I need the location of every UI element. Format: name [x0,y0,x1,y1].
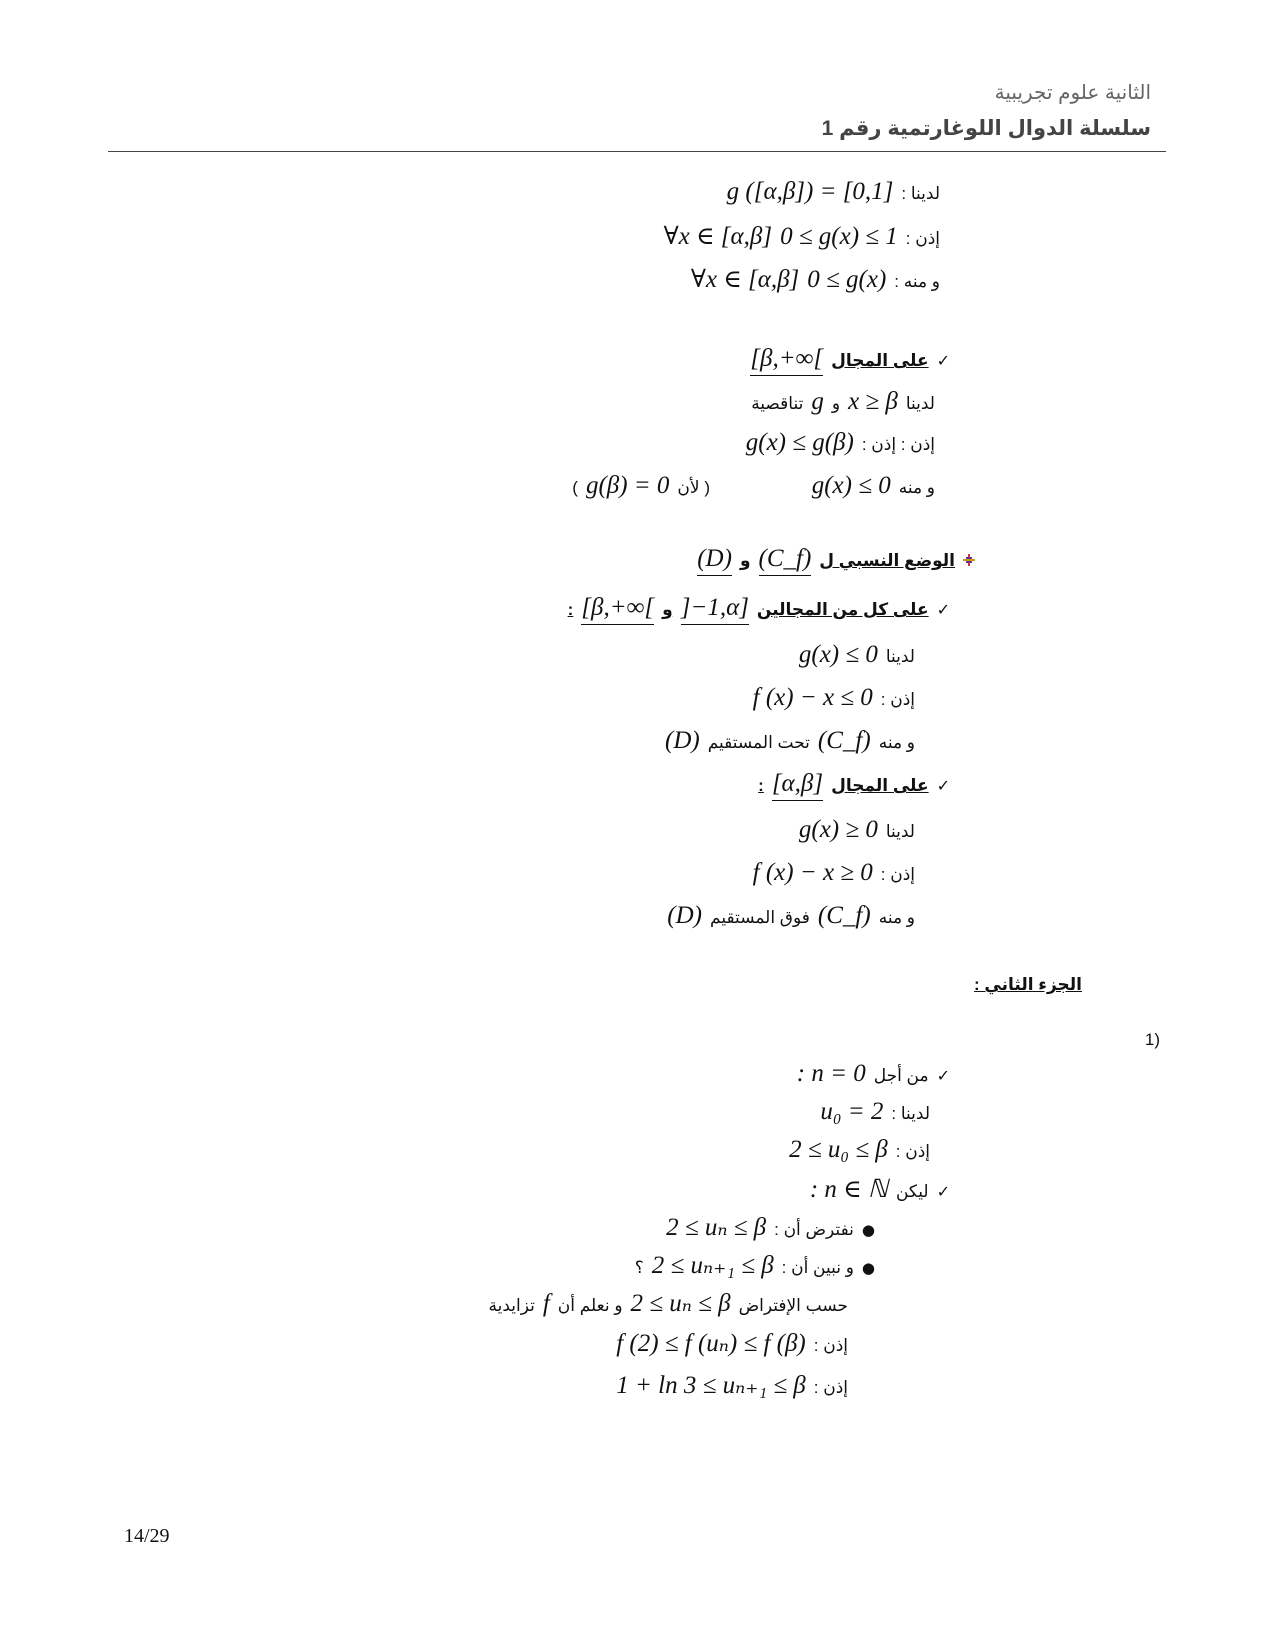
formula: [α,β] [772,770,823,801]
math-note [572,472,710,500]
formula: g ([α,β]) = [0,1] [726,178,894,205]
formula: 2 ≤ uₙ ≤ β [630,1290,731,1317]
checklist-item [797,1060,950,1088]
bullet-item [635,1250,875,1280]
label: : [758,776,764,795]
label: على المجال [831,351,929,370]
formula: (C_f) [817,902,871,929]
formula: f [542,1290,550,1317]
section-title: الجزء الثاني : [974,975,1082,994]
math-line [799,816,915,844]
bullet-icon [963,554,975,566]
label: نفترض أن : [774,1220,854,1239]
label: على المجال [831,776,929,795]
bullet-item [666,1212,875,1242]
formula: x ≥ β [848,388,898,415]
label: لدينا [885,822,915,841]
formula: 2 ≤ u₀ ≤ β [789,1136,888,1163]
math-line [751,388,935,416]
checklist-item [810,1174,950,1204]
formula: 0 ≤ g(x) [807,266,887,293]
math-line [665,727,915,755]
math-line [667,902,915,930]
math-line [753,859,915,887]
formula: [β,+∞[ [750,345,823,376]
label: تزايدية [488,1296,535,1315]
label: الوضع النسبي ل [819,551,955,570]
math-line [820,1098,930,1126]
label: لدينا : [901,184,940,203]
math-line [616,1370,848,1400]
check-icon: ✓ [936,776,950,795]
math-line [812,472,935,500]
formula: : n ∈ ℕ [809,1176,888,1203]
label: و [831,394,841,413]
math-line [746,429,935,457]
label: : [567,600,574,619]
formula: [β,+∞[ [581,594,654,625]
label: إذن : [813,1378,848,1397]
formula: 1 + ln 3 ≤ uₙ₊₁ ≤ β [616,1372,806,1399]
label: فوق المستقيم [710,908,810,927]
document-subtitle: الثانية علوم تجريبية [994,82,1151,104]
formula: 2 ≤ uₙ₊₁ ≤ β [651,1252,774,1279]
check-icon: ✓ [936,600,950,619]
label: و منه [898,478,935,497]
label: إذن : [895,1142,930,1161]
label: إذن : [880,865,915,884]
formula: : n = 0 [796,1060,866,1087]
label: و [739,551,751,570]
math-line [664,221,940,251]
label: ( لأن [677,478,710,497]
check-icon: ✓ [936,351,950,370]
formula: f (x) − x ≥ 0 [752,859,873,886]
checklist-item [568,594,950,625]
label: ليكن [895,1182,929,1201]
formula: (D) [697,545,732,576]
formula: g(β) = 0 [585,472,670,499]
formula: (C_f) [759,545,812,576]
label: و نعلم أن [557,1296,623,1315]
formula: (D) [667,902,703,929]
math-line [489,1288,849,1318]
label: و منه : [894,272,940,291]
formula: 0 ≤ g(x) ≤ 1 [780,223,898,250]
label: إذن : [905,229,940,248]
label: على كل من المجالين [756,600,929,619]
formula: g(x) ≤ g(β) [745,429,854,456]
math-line [727,178,940,206]
formula: u₀ = 2 [820,1098,884,1125]
document-title: سلسلة الدوال اللوغارتمية رقم 1 [821,117,1151,140]
bullet-icon: ● [861,1221,875,1239]
check-icon: ✓ [936,1182,950,1201]
header-divider [108,151,1166,152]
formula: g(x) ≤ 0 [798,641,878,668]
label: و نبين أن : [781,1258,854,1277]
question-number: (1 [1144,1030,1160,1049]
label: و [662,600,673,619]
math-line [799,641,915,669]
section-heading [697,545,975,576]
bullet-icon: ● [861,1259,875,1277]
math-line [753,684,915,712]
formula: f (2) ≤ f (uₙ) ≤ f (β) [616,1330,806,1357]
checklist-item [750,345,950,376]
label: حسب الإفتراض [738,1296,848,1315]
formula: (C_f) [817,727,871,754]
formula: ]−1,α] [681,594,749,625]
math-line [616,1328,848,1358]
formula: g(x) ≤ 0 [811,472,891,499]
page-number: 14/29 [124,1525,170,1547]
label: و منه [878,908,915,927]
label: لدينا [885,647,915,666]
label: إذن : إذن : [861,435,935,454]
math-line [789,1136,930,1164]
check-icon: ✓ [936,1066,950,1085]
label: و منه [878,733,915,752]
label: لدينا [905,394,935,413]
label: إذن : [813,1336,848,1355]
formula: ∀x ∈ [α,β] [690,266,800,293]
label: ؟ [634,1258,644,1277]
label: إذن : [880,690,915,709]
label: تحت المستقيم [707,733,810,752]
formula: g(x) ≥ 0 [798,816,878,843]
formula: f (x) − x ≤ 0 [752,684,873,711]
formula: g [811,388,824,415]
label: من أجل [873,1066,929,1085]
label: لدينا : [891,1104,930,1123]
label: ) [572,478,578,497]
formula: ∀x ∈ [α,β] [663,223,773,250]
formula: 2 ≤ uₙ ≤ β [666,1214,767,1241]
label: تناقصية [751,394,804,413]
math-line [691,264,940,294]
checklist-item [758,770,950,801]
formula: (D) [665,727,700,754]
